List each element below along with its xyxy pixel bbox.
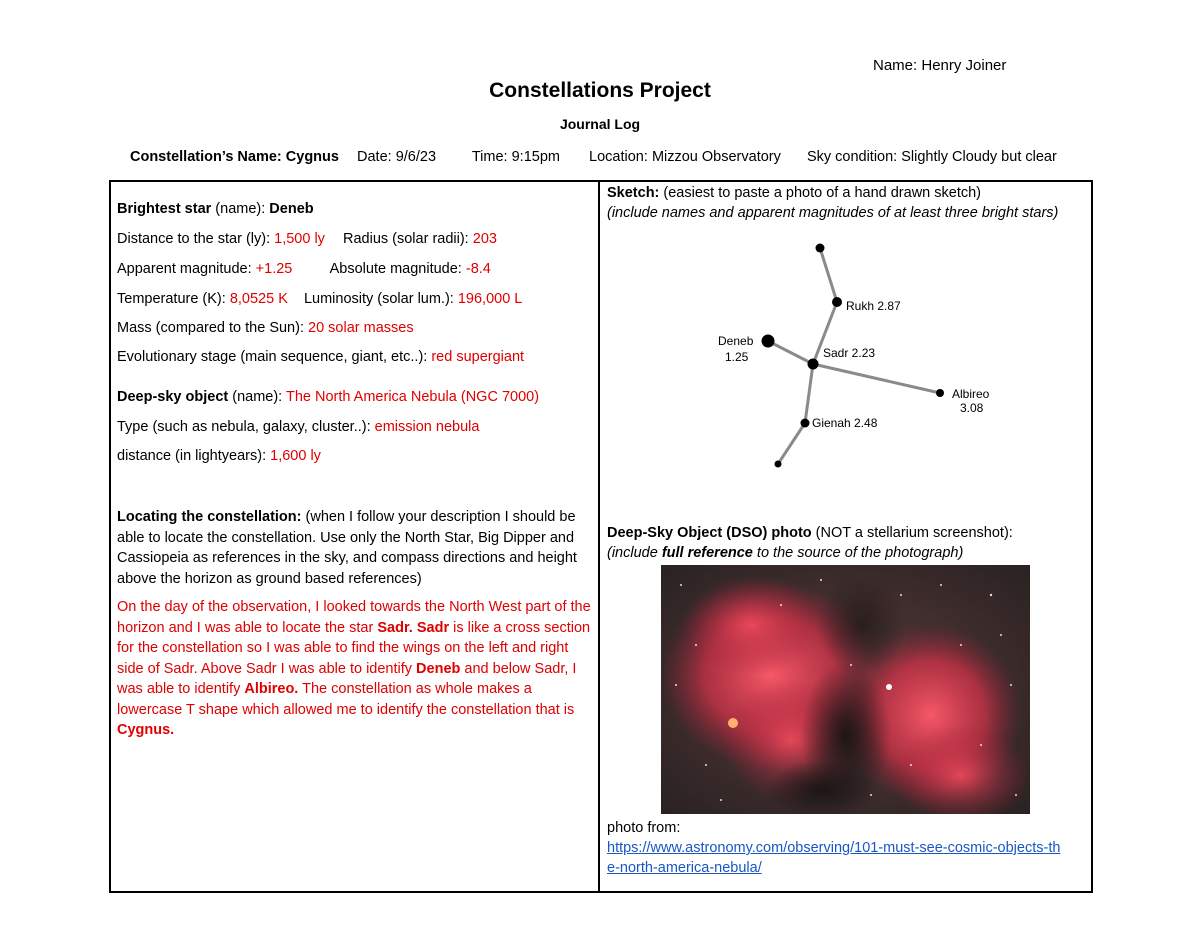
deep-sky-distance: distance (in lightyears): 1,600 ly [117, 448, 321, 464]
label-albireo-mag: 3.08 [960, 401, 984, 415]
north-america-nebula-photo [661, 565, 1030, 814]
time-field: Time: 9:15pm [471, 149, 560, 165]
deep-sky-type: Type (such as nebula, galaxy, cluster..): emission nebula [117, 419, 480, 435]
student-name: Name: Henry Joiner [873, 57, 1007, 74]
label-sadr: Sadr 2.23 [823, 346, 876, 360]
photo-source-link-line1[interactable] [607, 840, 1060, 856]
sketch-heading: Sketch: (easiest to paste a photo of a hand drawn sketch) [607, 185, 982, 201]
star-mass: Mass (compared to the Sun): 20 solar masses [117, 320, 414, 336]
brightest-star-heading: Brightest star (name): Deneb [117, 201, 314, 217]
page-subtitle: Journal Log [559, 116, 641, 132]
constellation-name-field: Constellation’s Name: Cygnus [130, 149, 339, 165]
star-temp-luminosity: Temperature (K): 8,0525 K Luminosity (solar lum.): 196,000 L [117, 291, 523, 307]
deep-sky-heading: Deep-sky object (name): The North America Nebula (NGC 7000) [117, 389, 540, 405]
star-evolution: Evolutionary stage (main sequence, giant, etc..): red supergiant [117, 349, 525, 365]
star-dot-bottom [775, 461, 782, 468]
label-rukh: Rukh 2.87 [846, 299, 901, 313]
locating-instructions: Locating the constellation: (when I follow your description I should be able to locate the constellation. Use only the North Star, Big Dipper and Cassiopeia as references in the sky, and compass directions and height above the horizon as ground based references) [117, 509, 577, 587]
photo-source-link-line2[interactable] [607, 860, 762, 876]
photo-from-label: photo from: [607, 820, 681, 836]
label-deneb-mag: 1.25 [725, 350, 749, 364]
star-magnitudes: Apparent magnitude: +1.25 Absolute magnitude: -8.4 [117, 261, 491, 277]
cygnus-sketch [700, 235, 1020, 480]
star-dot-albireo [936, 389, 944, 397]
label-deneb-name: Deneb [718, 334, 754, 348]
column-divider [598, 180, 600, 893]
star-dot-sadr [808, 359, 819, 370]
location-field: Location: Mizzou Observatory [589, 149, 781, 165]
label-gienah: Gienah 2.48 [812, 416, 878, 430]
star-distance-radius: Distance to the star (ly): 1,500 ly Radius (solar radii): 203 [117, 231, 497, 247]
sky-condition-field: Sky condition: Slightly Cloudy but clear [806, 149, 1057, 165]
date-field: Date: 9/6/23 [357, 149, 437, 165]
dso-photo-heading: Deep-Sky Object (DSO) photo (NOT a stellarium screenshot): [607, 525, 1013, 541]
sketch-instruction: (include names and apparent magnitudes of at least three bright stars) [607, 205, 1059, 221]
star-dot-gienah [801, 419, 810, 428]
observation-info-row [130, 149, 1057, 165]
star-dot-deneb [762, 335, 775, 348]
photo-source-link-continued[interactable]: e-north-america-nebula/ [607, 860, 762, 876]
page-title: Constellations Project [489, 79, 711, 102]
locating-answer: On the day of the observation, I looked towards the North West part of the horizon and I was able to locate the star Sadr. Sadr is like a cross section for the constellation so I was able to find the wings on the left and right side of Sadr. Above Sadr I was able to identify Deneb and below Sadr, I was able to identify Albireo. The constellation as whole makes a lowercase T shape which allowed me to identify the constellation that is Cygnus. [117, 599, 591, 738]
dso-photo-instruction: (include full reference to the source of the photograph) [607, 545, 964, 561]
photo-source-link[interactable]: https://www.astronomy.com/observing/101-must-see-cosmic-objects-th [607, 840, 1061, 856]
star-dot-rukh [832, 297, 842, 307]
label-albireo-name: Albireo [952, 387, 990, 401]
star-dot-top [816, 244, 825, 253]
